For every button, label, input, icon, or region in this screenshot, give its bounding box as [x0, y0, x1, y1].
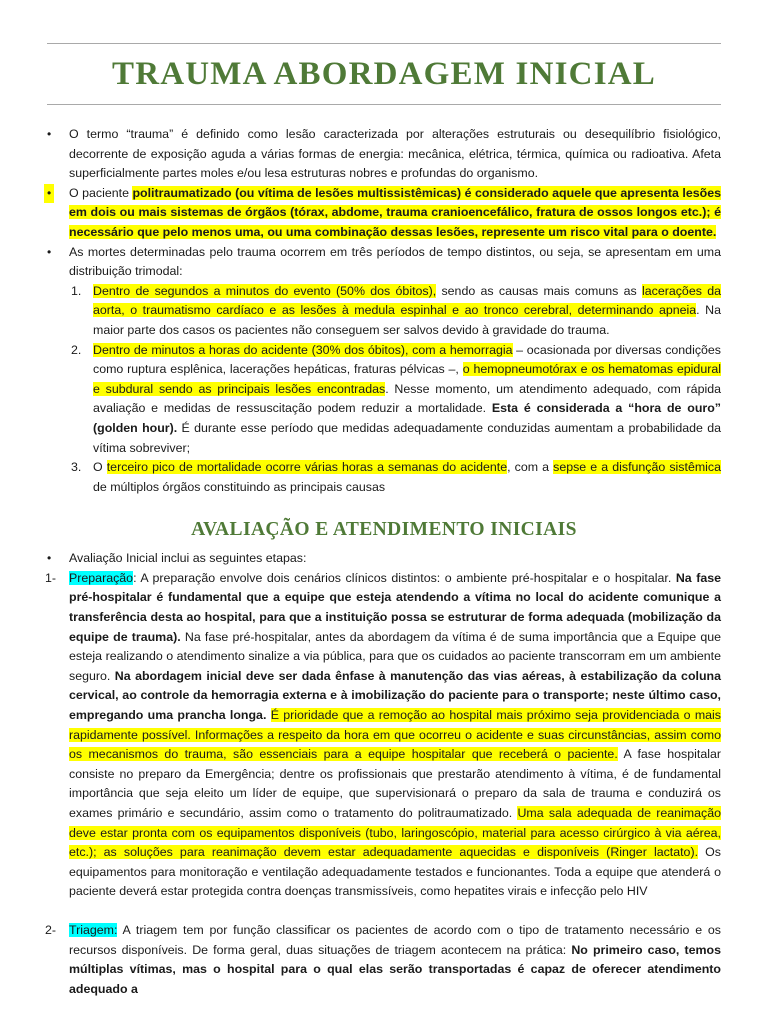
bullet-trimodal [47, 243, 721, 282]
item-text: O [93, 460, 107, 475]
step-name: Triagem: [69, 922, 118, 937]
highlighted-text: Dentro de minutos a horas do acidente (30% dos óbitos), com a hemorragia [93, 342, 513, 357]
highlighted-text: Uma sala adequada de reanimação deve estar pronta com os equipamentos disponíveis (tubo, laringoscópio, material para acesso cirúrgico à via aérea, etc.); as soluções para reanimação devem estar adequadamente aquecidas e disponíveis (Ringer lactato). [69, 806, 721, 860]
item-number: 2. [71, 342, 82, 357]
step-triagem [47, 921, 721, 999]
highlighted-text: sepse e a disfunção sistêmica [553, 460, 721, 475]
bullet-text: As mortes determinadas pelo trauma ocorrem em três períodos de tempo distintos, ou seja, se apresentam em uma distribuição trimodal: [69, 244, 721, 279]
item-text: de múltiplos órgãos constituindo as principais causas [93, 479, 386, 494]
section-heading: AVALIAÇÃO E ATENDIMENTO INICIAIS [191, 519, 577, 541]
numbered-item-2 [47, 341, 721, 459]
page-title: TRAUMA ABORDAGEM INICIAL [111, 56, 656, 92]
bullet-politraumatizado [47, 184, 721, 243]
bold-text: No primeiro caso, temos múltiplas vítimas, mas o hospital para o qual elas serão transportadas é capaz de oferecer atendimento adequado a [69, 942, 721, 996]
numbered-item-1 [47, 282, 721, 341]
item-text: . Na maior parte dos casos os pacientes não conseguem ser salvos devido à gravidade do trauma. [93, 303, 721, 337]
item-number: 3. [71, 460, 82, 475]
highlighted-bold-text: politraumatizado (ou vítima de lesões multissistêmicas) é considerado aquele que apresenta lesões em dois ou mais sistemas de órgãos (tórax, abdome, trauma cranioencefálico, fratura de ossos longos etc.); é necessário que pelo menos uma, ou uma combinação dessas lesões, represente um risco vital para o doente. [69, 185, 722, 239]
highlighted-text: É prioridade que a remoção ao hospital mais próximo seja providenciada o mais rapidamente possível. Informações a respeito da hora em que ocorreu o acidente e suas circunstâncias, assim como os mecanismos do trauma, são essenciais para a equipe hospitalar que receberá o paciente. [69, 708, 721, 762]
item-text: , com a [507, 460, 554, 475]
item-text: É durante esse período que medidas adequadamente conduzidas aumentam a probabilidade da vítima sobreviver; [93, 420, 721, 455]
item-number: 1. [71, 283, 82, 298]
bullet-text: O paciente [69, 185, 133, 200]
step-text: A triagem tem por função classificar os pacientes de acordo com o tipo de tratamento necessário e os recursos disponíveis. De forma geral, duas situações de triagem acontecem na prática: [69, 922, 721, 957]
item-text: sendo as causas mais comuns as [436, 283, 642, 298]
numbered-item-3 [47, 458, 721, 497]
bullet-text: Avaliação Inicial inclui as seguintes etapas: [69, 551, 307, 566]
title-bottom-rule [47, 104, 721, 105]
step-name: Preparação [69, 570, 134, 585]
bullet-text: O termo “trauma” é definido como lesão caracterizada por alterações estruturais ou desequilíbrio fisiológico, decorrente de exposição aguda a várias formas de energia: mecânica, elétrica, térmica, química ou radioativa. Afeta superficialmente partes moles e/ou lesa estruturas nobres e profundas do organismo. [69, 127, 721, 181]
bold-text: Esta é considerada a “hora de ouro” (golden hour). [93, 401, 721, 435]
document-page [0, 43, 768, 1024]
item-text: . Nesse momento, um atendimento adequado, com rápida avaliação e medidas de ressuscitação podem reduzir a mortalidade. [93, 381, 721, 416]
bullet-initial-assessment [47, 549, 721, 569]
step-number: 2- [45, 922, 57, 937]
highlighted-text: Dentro de segundos a minutos do evento (50% dos óbitos), [93, 283, 437, 298]
step-number: 1- [45, 570, 57, 585]
bold-text: Na abordagem inicial deve ser dada ênfase à manutenção das vias aéreas, à estabilização da coluna cervical, ao controle da hemorragia externa e à imobilização do paciente para o transporte; neste último caso, empregando uma prancha longa. [69, 668, 721, 723]
highlighted-text: o hemopneumotórax e os hematomas epidural e subdural sendo as principais lesões encontradas [93, 362, 721, 396]
step-text: : A preparação envolve dois cenários clínicos distintos: o ambiente pré-hospitalar e o hospitalar. [133, 570, 676, 585]
step-preparacao [47, 569, 721, 902]
step-text: Os equipamentos para monitoração e ventilação adequadamente testados e funcionantes. Toda a equipe que atenderá o paciente deverá estar protegida contra doenças transmissíveis, como hepatites virais e infecção pelo HIV [69, 845, 721, 899]
bold-text: Na fase pré-hospitalar é fundamental que a equipe que esteja atendendo a vítima no local do acidente comunique a transferência desta ao hospital, para que a instituição possa se estruturar de forma adequada (mobilização da equipe de trauma). [69, 570, 721, 644]
bullet-trauma-definition [47, 125, 721, 184]
step-text: A fase hospitalar consiste no preparo da Emergência; dentre os profissionais que prestarão atendimento à vítima, é de fundamental importância que seja eleito um líder de equipe, que supervisionará o preparo da sala de trauma e conduzirá os exames primário e secundário, assim como o tratamento do politraumatizado. [69, 747, 721, 820]
item-text: – ocasionada por diversas condições como ruptura esplênica, lacerações hepáticas, fraturas pélvicas –, [93, 342, 721, 377]
highlighted-text: lacerações da aorta, o traumatismo cardíaco e as lesões à medula espinhal e ao tronco cerebral, determinando apneia [93, 283, 721, 318]
highlighted-text: terceiro pico de mortalidade ocorre várias horas a semanas do acidente [106, 460, 508, 475]
step-text: Na fase pré-hospitalar, antes da abordagem da vítima é de suma importância que a Equipe que esteja realizando o atendimento sinalize a via pública, para que os cuidados ao paciente transcorram em um ambiente seguro. [69, 629, 721, 683]
paragraph-gap [47, 902, 721, 921]
